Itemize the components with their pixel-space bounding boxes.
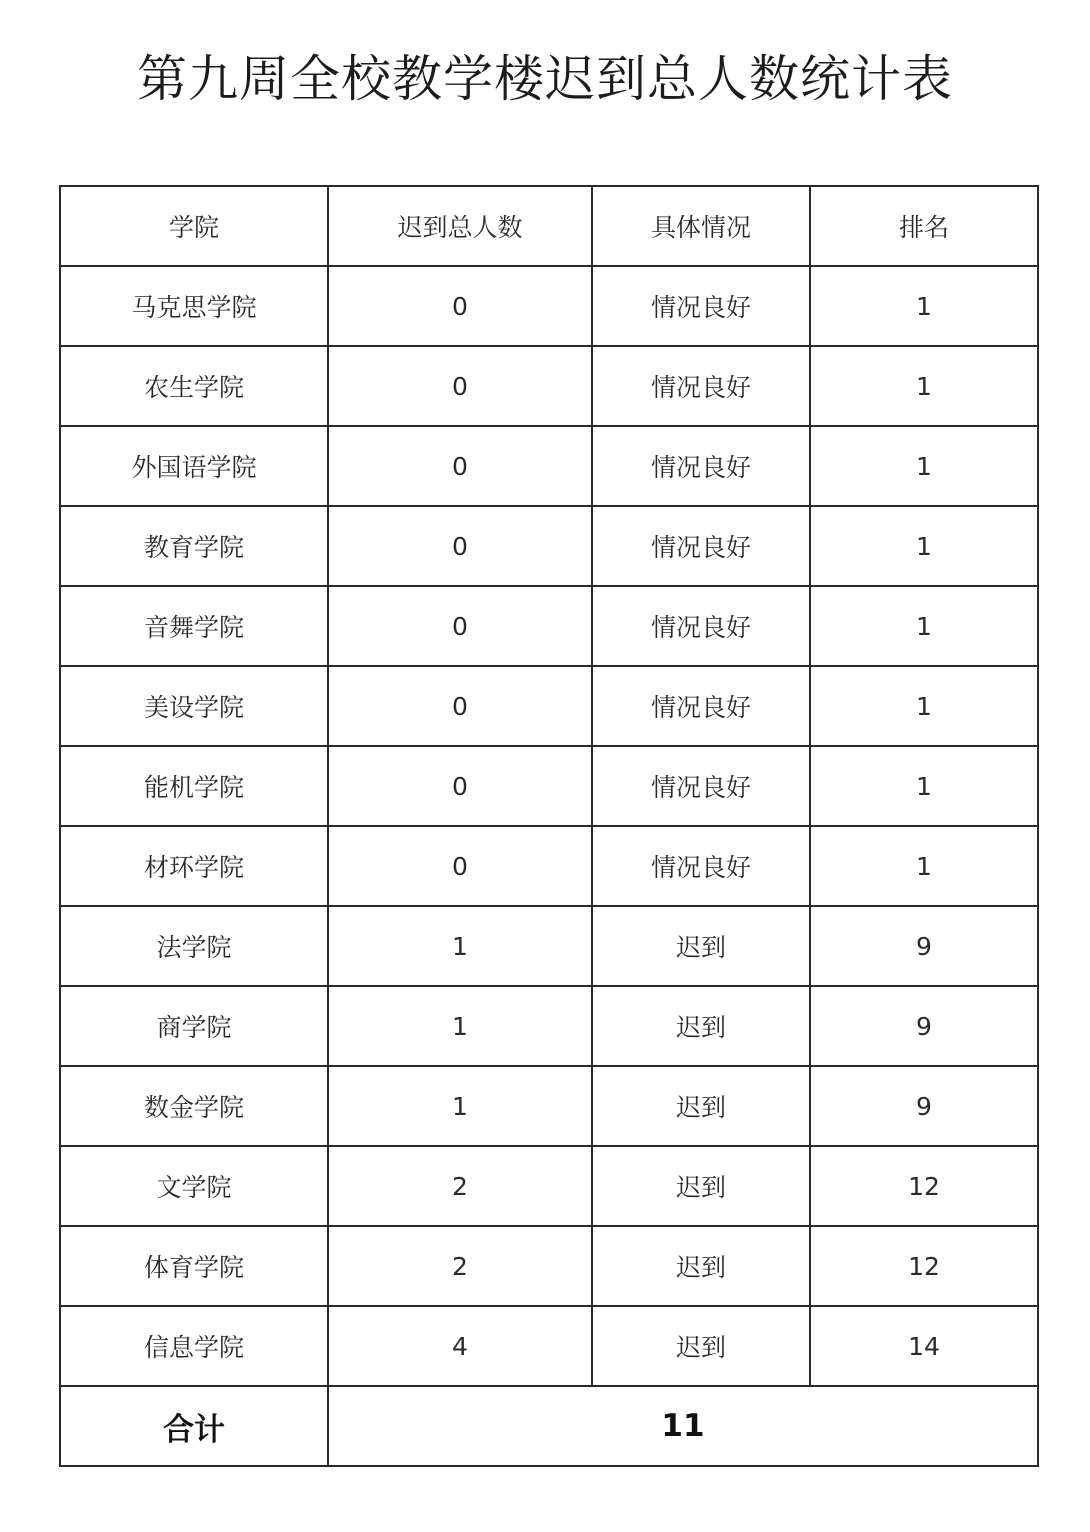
total-row bbox=[60, 1386, 1038, 1466]
cell-status: 情况良好 bbox=[592, 266, 810, 346]
cell-status: 迟到 bbox=[592, 1066, 810, 1146]
cell-late-count: 1 bbox=[328, 906, 592, 986]
table-row bbox=[60, 426, 1038, 506]
cell-late-count: 1 bbox=[328, 1066, 592, 1146]
cell-status: 迟到 bbox=[592, 986, 810, 1066]
page-title: 第九周全校教学楼迟到总人数统计表 bbox=[137, 50, 953, 108]
cell-rank: 14 bbox=[810, 1306, 1038, 1386]
cell-rank: 1 bbox=[810, 266, 1038, 346]
cell-college: 外国语学院 bbox=[60, 426, 328, 506]
table-row bbox=[60, 506, 1038, 586]
cell-late-count: 2 bbox=[328, 1226, 592, 1306]
cell-status: 迟到 bbox=[592, 1306, 810, 1386]
cell-status: 迟到 bbox=[592, 1226, 810, 1306]
cell-status: 情况良好 bbox=[592, 426, 810, 506]
cell-status: 情况良好 bbox=[592, 746, 810, 826]
cell-status: 情况良好 bbox=[592, 506, 810, 586]
cell-rank: 9 bbox=[810, 986, 1038, 1066]
table-row bbox=[60, 1306, 1038, 1386]
table-row bbox=[60, 346, 1038, 426]
header-rank: 排名 bbox=[810, 186, 1038, 266]
cell-college: 法学院 bbox=[60, 906, 328, 986]
header-college: 学院 bbox=[60, 186, 328, 266]
cell-college: 农生学院 bbox=[60, 346, 328, 426]
table-row bbox=[60, 1226, 1038, 1306]
cell-status: 迟到 bbox=[592, 906, 810, 986]
cell-rank: 1 bbox=[810, 506, 1038, 586]
cell-college: 信息学院 bbox=[60, 1306, 328, 1386]
cell-rank: 12 bbox=[810, 1226, 1038, 1306]
cell-college: 材环学院 bbox=[60, 826, 328, 906]
table-row bbox=[60, 586, 1038, 666]
table-row bbox=[60, 826, 1038, 906]
cell-rank: 1 bbox=[810, 426, 1038, 506]
table-row bbox=[60, 1146, 1038, 1226]
cell-late-count: 0 bbox=[328, 746, 592, 826]
cell-late-count: 0 bbox=[328, 506, 592, 586]
late-statistics-table bbox=[59, 185, 1039, 1467]
cell-rank: 12 bbox=[810, 1146, 1038, 1226]
table-row bbox=[60, 986, 1038, 1066]
table-row bbox=[60, 1066, 1038, 1146]
cell-rank: 1 bbox=[810, 586, 1038, 666]
cell-rank: 9 bbox=[810, 1066, 1038, 1146]
cell-rank: 1 bbox=[810, 666, 1038, 746]
cell-late-count: 0 bbox=[328, 586, 592, 666]
cell-late-count: 0 bbox=[328, 826, 592, 906]
cell-status: 情况良好 bbox=[592, 666, 810, 746]
cell-college: 文学院 bbox=[60, 1146, 328, 1226]
total-value: 11 bbox=[328, 1386, 1038, 1466]
cell-status: 情况良好 bbox=[592, 826, 810, 906]
cell-college: 能机学院 bbox=[60, 746, 328, 826]
cell-rank: 9 bbox=[810, 906, 1038, 986]
table-header-row bbox=[60, 186, 1038, 266]
table-row bbox=[60, 906, 1038, 986]
cell-college: 体育学院 bbox=[60, 1226, 328, 1306]
header-late-count: 迟到总人数 bbox=[328, 186, 592, 266]
cell-rank: 1 bbox=[810, 826, 1038, 906]
cell-late-count: 0 bbox=[328, 426, 592, 506]
header-status: 具体情况 bbox=[592, 186, 810, 266]
cell-late-count: 1 bbox=[328, 986, 592, 1066]
cell-status: 情况良好 bbox=[592, 346, 810, 426]
cell-late-count: 0 bbox=[328, 666, 592, 746]
cell-college: 教育学院 bbox=[60, 506, 328, 586]
cell-status: 情况良好 bbox=[592, 586, 810, 666]
cell-late-count: 0 bbox=[328, 266, 592, 346]
cell-status: 迟到 bbox=[592, 1146, 810, 1226]
cell-late-count: 2 bbox=[328, 1146, 592, 1226]
cell-late-count: 4 bbox=[328, 1306, 592, 1386]
cell-college: 音舞学院 bbox=[60, 586, 328, 666]
cell-college: 马克思学院 bbox=[60, 266, 328, 346]
table-row bbox=[60, 746, 1038, 826]
total-label: 合计 bbox=[60, 1386, 328, 1466]
cell-rank: 1 bbox=[810, 746, 1038, 826]
cell-college: 商学院 bbox=[60, 986, 328, 1066]
table-row bbox=[60, 266, 1038, 346]
cell-late-count: 0 bbox=[328, 346, 592, 426]
cell-college: 数金学院 bbox=[60, 1066, 328, 1146]
table-row bbox=[60, 666, 1038, 746]
cell-college: 美设学院 bbox=[60, 666, 328, 746]
cell-rank: 1 bbox=[810, 346, 1038, 426]
